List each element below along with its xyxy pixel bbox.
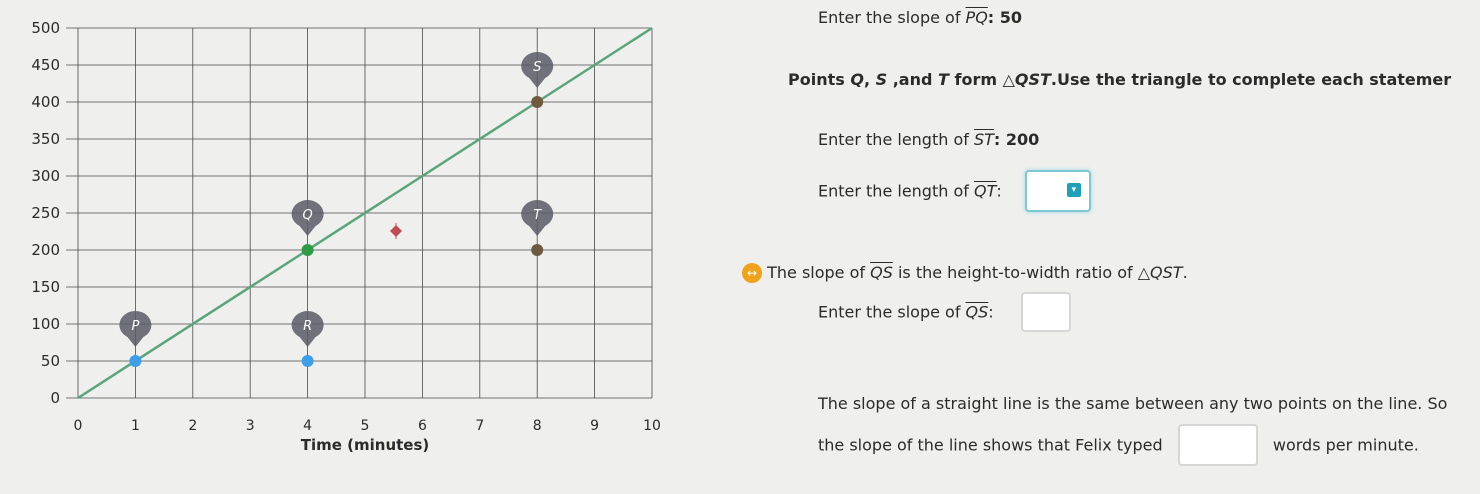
y-tick-label: 0 xyxy=(50,389,60,407)
y-tick-label: 350 xyxy=(31,130,60,148)
line-graph xyxy=(0,0,720,494)
segment-pq: $\overline{PQ}$ xyxy=(965,8,988,27)
data-point-q xyxy=(302,244,314,256)
words-per-minute-statement xyxy=(818,424,1419,466)
data-point-s xyxy=(531,96,543,108)
x-tick-label: 1 xyxy=(130,418,140,434)
question-panel xyxy=(730,0,1480,494)
x-tick-label: 10 xyxy=(643,418,661,434)
slope-qs-label: Enter the slope of xyxy=(818,302,966,322)
point-label: Q xyxy=(302,208,313,223)
data-point-r xyxy=(302,355,314,367)
explanation-part: . xyxy=(1182,263,1188,282)
explanation-part: The slope of xyxy=(767,263,871,282)
length-qt-dropdown[interactable] xyxy=(1025,170,1091,212)
wpm-suffix: words per minute. xyxy=(1272,435,1419,455)
x-tick-label: 9 xyxy=(590,418,600,434)
data-point-t xyxy=(531,244,543,256)
x-tick-label: 4 xyxy=(303,418,313,434)
segment-qs: $\overline{QS}$ xyxy=(965,302,989,322)
y-tick-label: 150 xyxy=(31,278,60,296)
segment-qs: $\overline{QS}$ xyxy=(870,263,893,282)
intro-part: T xyxy=(938,70,949,89)
x-tick-label: 3 xyxy=(245,418,255,434)
length-qt-label: Enter the length of xyxy=(818,181,974,201)
x-tick-label: 6 xyxy=(417,418,427,434)
point-label: P xyxy=(131,319,140,334)
triangle-symbol: △QST xyxy=(1002,70,1051,89)
slope-qs-statement xyxy=(818,292,1071,332)
point-label: S xyxy=(533,60,542,75)
y-tick-label: 300 xyxy=(31,167,60,185)
intro-part: form xyxy=(948,70,1003,89)
slope-pq-value: : 50 xyxy=(987,8,1023,27)
wpm-label: the slope of the line shows that Felix typed xyxy=(818,435,1163,455)
length-st-value: : 200 xyxy=(993,130,1040,149)
x-tick-label: 7 xyxy=(475,418,485,434)
triangle-intro xyxy=(788,70,1451,89)
y-tick-label: 250 xyxy=(31,204,60,222)
slope-qs-explanation xyxy=(742,262,1188,283)
x-tick-label: 5 xyxy=(360,418,370,434)
y-tick-label: 50 xyxy=(40,352,60,370)
intro-part: S xyxy=(875,70,888,89)
y-tick-label: 400 xyxy=(31,93,60,111)
length-qt-statement xyxy=(818,170,1091,212)
point-label: T xyxy=(533,208,542,223)
slope-pq-statement xyxy=(818,8,1022,27)
slope-explanation xyxy=(818,394,1447,413)
y-tick-label: 450 xyxy=(31,56,60,74)
data-point-p xyxy=(129,355,141,367)
intro-part: .Use the triangle to complete each statemer xyxy=(1050,70,1452,89)
y-tick-label: 500 xyxy=(31,19,60,37)
graph xyxy=(0,0,720,494)
x-tick-label: 8 xyxy=(532,418,542,434)
intro-part: ,and xyxy=(887,70,938,89)
y-tick-label: 200 xyxy=(31,241,60,259)
intro-part: Q xyxy=(850,70,864,89)
segment-st: $\overline{ST}$ xyxy=(973,130,994,149)
chevron-down-icon[interactable]: ▾ xyxy=(1067,183,1081,197)
x-axis-title: Time (minutes) xyxy=(300,436,430,454)
triangle-symbol: △QST xyxy=(1137,263,1183,282)
slope-pq-label: Enter the slope of xyxy=(818,8,966,27)
colon: : xyxy=(996,181,1002,201)
colon: : xyxy=(988,302,994,322)
length-st-statement xyxy=(818,130,1039,149)
length-st-label: Enter the length of xyxy=(818,130,974,149)
expand-arrow-icon[interactable]: ↔ xyxy=(742,263,762,283)
intro-part: , xyxy=(863,70,876,89)
point-label: R xyxy=(303,319,313,334)
slope-qs-input[interactable] xyxy=(1021,292,1071,332)
y-tick-label: 100 xyxy=(31,315,60,333)
intro-part: Points xyxy=(788,70,851,89)
x-tick-label: 2 xyxy=(188,418,198,434)
segment-qt: $\overline{QT}$ xyxy=(973,181,997,201)
explanation-part: is the height-to-width ratio of xyxy=(892,263,1138,282)
slope-explanation-text: The slope of a straight line is the same between any two points on the line. So xyxy=(818,394,1448,413)
words-per-minute-input[interactable] xyxy=(1178,424,1258,466)
x-tick-label: 0 xyxy=(73,418,83,434)
